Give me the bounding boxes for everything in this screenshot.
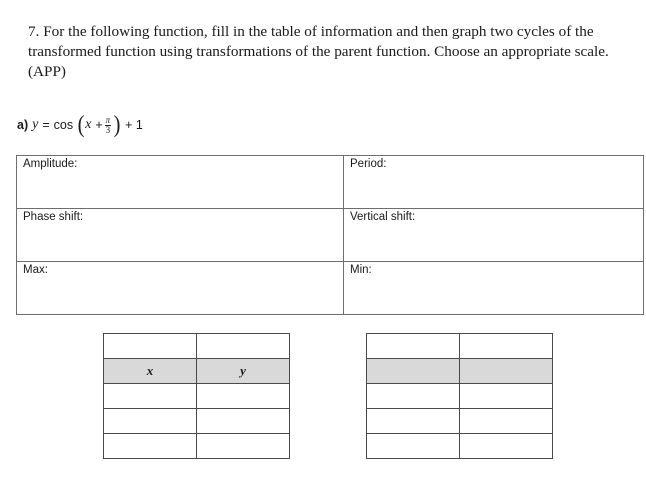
- table-header-cell[interactable]: [460, 359, 553, 384]
- equation-fraction: [105, 116, 112, 135]
- equation-equals: =: [42, 118, 50, 132]
- table-row: [104, 434, 290, 459]
- table-cell[interactable]: [367, 334, 460, 359]
- period-label: Period:: [350, 158, 387, 170]
- min-label: Min:: [350, 264, 372, 276]
- xy-table-1: [103, 333, 290, 459]
- table-cell[interactable]: [197, 334, 290, 359]
- max-cell[interactable]: [17, 262, 344, 315]
- amplitude-cell[interactable]: [17, 156, 344, 209]
- table-header-row: [367, 359, 553, 384]
- fraction-numerator: π: [105, 114, 111, 125]
- question-text: 7. For the following function, fill in the table of information and then graph two cycles of the transformed function using transformations of the parent function. Choose an appropriate scale. (APP): [28, 23, 609, 80]
- equation-plus: +: [95, 118, 103, 132]
- table-row: [367, 334, 553, 359]
- info-table: [16, 155, 644, 315]
- equation-var: x: [85, 117, 92, 132]
- table-cell[interactable]: [197, 434, 290, 459]
- table-cell[interactable]: [460, 409, 553, 434]
- table-cell[interactable]: [460, 384, 553, 409]
- amplitude-label: Amplitude:: [23, 158, 78, 170]
- table-cell[interactable]: [460, 434, 553, 459]
- table-row: [104, 409, 290, 434]
- table-row: [367, 434, 553, 459]
- x-header: x: [104, 359, 197, 384]
- table-cell[interactable]: [197, 384, 290, 409]
- phase-shift-label: Phase shift:: [23, 211, 84, 223]
- table-cell[interactable]: [367, 409, 460, 434]
- fraction-denominator: 3: [105, 124, 111, 135]
- equation-vertical-shift: + 1: [125, 118, 143, 132]
- vertical-shift-cell[interactable]: [344, 209, 644, 262]
- right-paren: ): [113, 112, 121, 138]
- xy-table-2: [366, 333, 553, 459]
- min-cell[interactable]: [344, 262, 644, 315]
- equation-func: cos: [53, 118, 74, 132]
- table-row: [104, 384, 290, 409]
- table-cell[interactable]: [104, 384, 197, 409]
- info-row: [17, 209, 644, 262]
- left-paren: (: [77, 112, 85, 138]
- phase-shift-cell[interactable]: [17, 209, 344, 262]
- table-cell[interactable]: [460, 334, 553, 359]
- table-cell[interactable]: [367, 384, 460, 409]
- equation-lhs: y: [32, 117, 39, 132]
- table-cell[interactable]: [104, 334, 197, 359]
- table-row: [104, 334, 290, 359]
- table-header-row: [104, 359, 290, 384]
- table-row: [367, 384, 553, 409]
- part-label: a): [17, 118, 29, 132]
- max-label: Max:: [23, 264, 48, 276]
- info-row: [17, 156, 644, 209]
- table-cell[interactable]: [104, 409, 197, 434]
- table-row: [367, 409, 553, 434]
- vertical-shift-label: Vertical shift:: [350, 211, 416, 223]
- table-cell[interactable]: [104, 434, 197, 459]
- y-header: y: [197, 359, 290, 384]
- table-cell[interactable]: [367, 434, 460, 459]
- info-row: [17, 262, 644, 315]
- function-equation: [17, 110, 143, 140]
- table-cell[interactable]: [197, 409, 290, 434]
- table-header-cell[interactable]: [367, 359, 460, 384]
- period-cell[interactable]: [344, 156, 644, 209]
